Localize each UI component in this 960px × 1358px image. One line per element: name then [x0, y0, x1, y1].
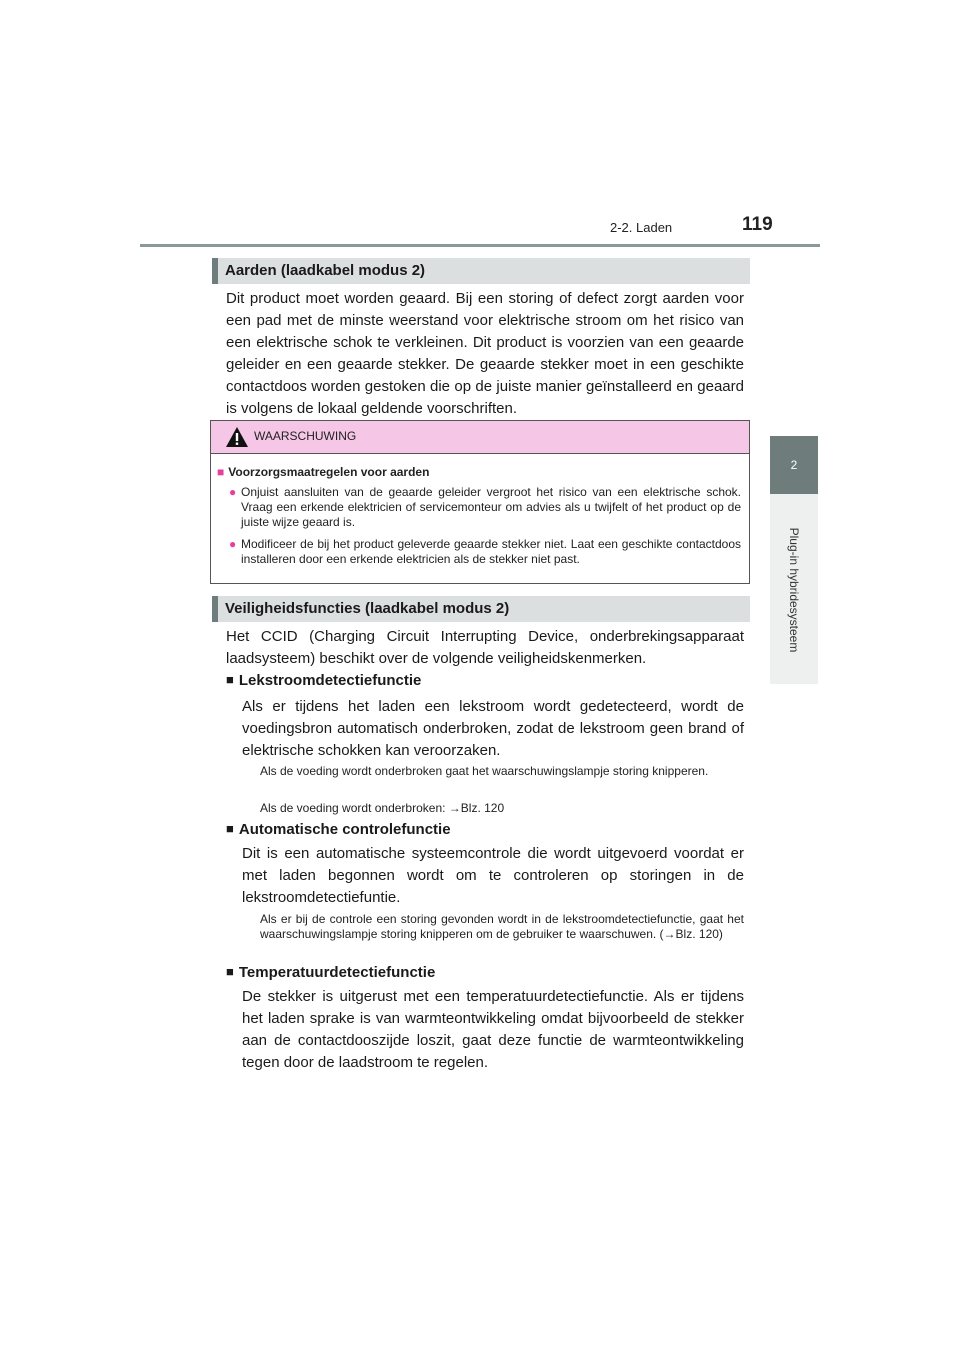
header-rule — [140, 244, 820, 247]
warning-title: WAARSCHUWING — [254, 429, 357, 443]
square-bullet-icon: ■ — [226, 964, 234, 979]
page-number: 119 — [742, 214, 773, 235]
warning-triangle-icon — [225, 426, 249, 448]
square-bullet-icon: ■ — [226, 672, 234, 687]
chapter-label: Plug-in hybridesysteem — [787, 527, 801, 653]
section-heading-grounding: Aarden (laadkabel modus 2) — [212, 258, 750, 284]
feature-title-temperature: ■ Temperatuurdetectiefunctie — [226, 964, 436, 981]
safety-intro: Het CCID (Charging Circuit Interrupting Device, onderbrekingsapparaat laadsysteem) beschikt over de volgende veiligheidskenmerken. — [226, 628, 744, 667]
feature-leakage-reference: Als de voeding wordt onderbroken: →Blz. 120 — [260, 801, 505, 815]
grounding-paragraph: Dit product moet worden geaard. Bij een storing of defect zorgt aarden voor een pad met de minste weerstand voor elektrische stroom om het risico van een elektrische schok te verkleinen. Dit product is voorzien van een geaarde geleider en een geaarde stekker. De geaarde stekker moet in een geschikte contactdoos worden gestoken die op de juiste manier geïnstalleerd en geaard is volgens de lokaal geldende voorschriften. — [226, 290, 744, 417]
warning-box — [210, 420, 750, 584]
square-bullet-icon: ■ — [226, 821, 234, 836]
warning-bullet: ● Onjuist aansluiten van de geaarde geleider vergroot het risico van een elektrische schok. Vraag een erkende elektricien of servicemonteur om advies als u twijfelt of het product op de juiste wijze geaard is. — [229, 485, 742, 529]
square-bullet-icon: ■ — [217, 465, 225, 479]
warning-item-title: ■ Voorzorgsmaatregelen voor aarden — [217, 465, 430, 479]
warning-header — [211, 421, 749, 454]
feature-temperature-text: De stekker is uitgerust met een temperatuurdetectiefunctie. Als er tijdens het laden sprake is van warmteontwikkeling omdat bijvoorbeeld de stekker aan de contactdooszijde loszit, gaat deze functie de warmteontwikkeling tegen door de laadstroom te regelen. — [242, 988, 744, 1071]
header-section-title: 2-2. Laden — [610, 220, 673, 235]
feature-leakage-text: Als er tijdens het laden een lekstroom wordt gedetecteerd, wordt de voedingsbron automatisch onderbroken, zodat de lekstroom geen brand of elektrische schokken kan veroorzaken. — [242, 698, 744, 759]
chapter-number: 2 — [790, 458, 798, 472]
circle-bullet-icon: ● — [229, 485, 237, 499]
feature-title-leakage: ■ Lekstroomdetectiefunctie — [226, 672, 422, 689]
feature-leakage-note: Als de voeding wordt onderbroken gaat het waarschuwingslampje storing knipperen. — [260, 764, 709, 778]
feature-title-selfcheck: ■ Automatische controlefunctie — [226, 821, 451, 838]
feature-selfcheck-text: Dit is een automatische systeemcontrole die wordt uitgevoerd voordat er met laden begonnen wordt om te controleren op storingen in de lekstroomdetectiefuntie. — [242, 845, 744, 906]
warning-bullet: ● Modificeer de bij het product geleverde geaarde stekker niet. Laat een geschikte contactdoos installeren door een erkende elektricien als de stekker niet past. — [229, 537, 741, 566]
chapter-tab — [770, 436, 818, 494]
circle-bullet-icon: ● — [229, 537, 237, 551]
feature-selfcheck-note: Als er bij de controle een storing gevonden wordt in de lekstroomdetectiefunctie, gaat het waarschuwingslampje storing knipperen om de gebruiker te waarschuwen. (→Blz. 120) — [260, 912, 744, 941]
section-heading-safety: Veiligheidsfuncties (laadkabel modus 2) — [212, 596, 750, 622]
